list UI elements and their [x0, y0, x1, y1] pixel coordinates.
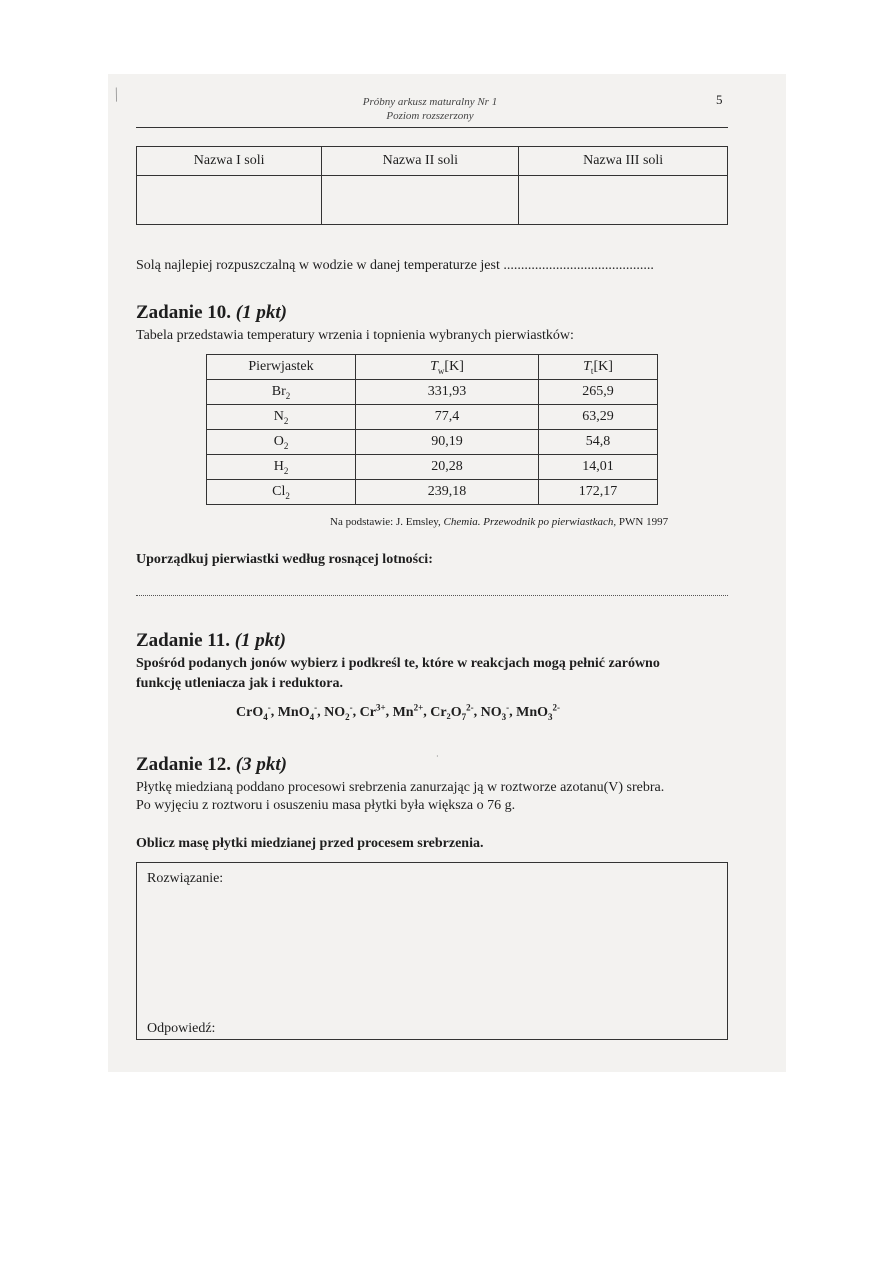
melting-cell: 172,17 — [539, 480, 658, 505]
element-cell: $Cl_2$ — [207, 480, 356, 505]
scan-speck: · — [436, 752, 439, 761]
task10-heading — [136, 302, 287, 324]
ion-item[interactable]: MnO$_3^{2-}$ — [516, 702, 561, 722]
salt-1-header: Nazwa I soli — [137, 147, 322, 176]
task10-points: (1 pkt) — [235, 302, 287, 323]
table-source: Na podstawie: J. Emsley, Chemia. Przewodnik po pierwiastkach, PWN 1997 — [330, 516, 669, 528]
answer-label: Odpowiedź: — [147, 1021, 216, 1036]
element-cell: $H_2$ — [207, 455, 356, 480]
task12-text-line2: Po wyjęciu z roztworu i osuszeniu masa płytki była większa o 76 g. — [136, 798, 516, 813]
task10-answer-line[interactable] — [136, 595, 728, 596]
task11-points: (1 pkt) — [234, 630, 286, 651]
salt-1-answer-cell[interactable] — [137, 176, 322, 225]
header-title-line2: Poziom rozszerzony — [386, 110, 474, 122]
element-cell: $O_2$ — [207, 430, 356, 455]
task10-title: Zadanie 10. — [136, 302, 232, 323]
solubility-sentence: Solą najlepiej rozpuszczalną w wodzie w danej temperaturze jest ........................................... — [136, 258, 654, 273]
ion-list: CrO$_4$-, MnO$_4$-, $NO_2^-$, $Cr^{3+}$, $Mn^{2+}$, $Cr_2O_7^{2-}$, $NO_3^-$, MnO$_3^{2-}$ — [236, 702, 561, 722]
task12-heading — [136, 754, 287, 776]
boiling-cell: 239,18 — [356, 480, 539, 505]
col-boiling-header: $T_w[K]$ — [356, 355, 539, 380]
ion-item[interactable]: MnO$_4$- — [277, 702, 318, 722]
header-rule — [136, 127, 728, 128]
table-row — [207, 480, 658, 505]
task12-text-line1: Płytkę miedzianą poddano procesowi srebrzenia zanurzając ją w roztworze azotanu(V) srebra. — [136, 780, 665, 795]
table-row — [207, 380, 658, 405]
header-title-line1: Próbny arkusz maturalny Nr 1 — [362, 96, 498, 108]
task10-instruction: Uporządkuj pierwiastki według rosnącej lotności: — [136, 552, 433, 567]
salt-3-answer-cell[interactable] — [519, 176, 728, 225]
salt-2-header: Nazwa II soli — [322, 147, 519, 176]
melting-cell: 63,29 — [539, 405, 658, 430]
boiling-cell: 77,4 — [356, 405, 539, 430]
corner-tick-mark: / — [110, 83, 123, 107]
task12-instruction: Oblicz masę płytki miedzianej przed procesem srebrzenia. — [136, 836, 484, 851]
melting-cell: 14,01 — [539, 455, 658, 480]
table-row — [207, 455, 658, 480]
col-melting-header: $T_t[K]$ — [539, 355, 658, 380]
page-number: 5 — [716, 92, 723, 107]
task12-title: Zadanie 12. — [136, 754, 232, 775]
ion-item[interactable]: $Cr_2O_7^{2-}$ — [430, 702, 474, 722]
ion-item[interactable]: $Cr^{3+}$ — [359, 702, 386, 720]
boiling-cell: 90,19 — [356, 430, 539, 455]
salt-2-answer-cell[interactable] — [322, 176, 519, 225]
element-cell: $Br_2$ — [207, 380, 356, 405]
task11-title: Zadanie 11. — [136, 630, 230, 651]
salt-3-header: Nazwa III soli — [519, 147, 728, 176]
task12-points: (3 pkt) — [235, 754, 287, 775]
melting-cell: 265,9 — [539, 380, 658, 405]
table-row — [207, 430, 658, 455]
solution-box[interactable] — [136, 862, 728, 1040]
task10-intro: Tabela przedstawia temperatury wrzenia i topnienia wybranych pierwiastków: — [136, 328, 574, 343]
salts-table — [136, 146, 728, 225]
boiling-cell: 20,28 — [356, 455, 539, 480]
ion-item[interactable]: CrO$_4$- — [236, 702, 271, 722]
melting-cell: 54,8 — [539, 430, 658, 455]
ion-item[interactable]: $NO_2^-$ — [324, 702, 353, 722]
ion-item[interactable]: $NO_3^-$ — [480, 702, 510, 722]
table-row — [207, 405, 658, 430]
boiling-cell: 331,93 — [356, 380, 539, 405]
solution-label: Rozwiązanie: — [147, 871, 224, 886]
element-cell: $N_2$ — [207, 405, 356, 430]
col-element-header: Pierwjastek — [207, 355, 356, 380]
ion-item[interactable]: $Mn^{2+}$ — [392, 702, 424, 720]
task11-instruction-line1: Spośród podanych jonów wybierz i podkreśl te, które w reakcjach mogą pełnić zarówno — [136, 656, 660, 671]
task11-instruction-line2: funkcję utleniacza jak i reduktora. — [136, 676, 344, 691]
task11-heading — [136, 630, 286, 652]
temperature-table — [206, 354, 658, 505]
